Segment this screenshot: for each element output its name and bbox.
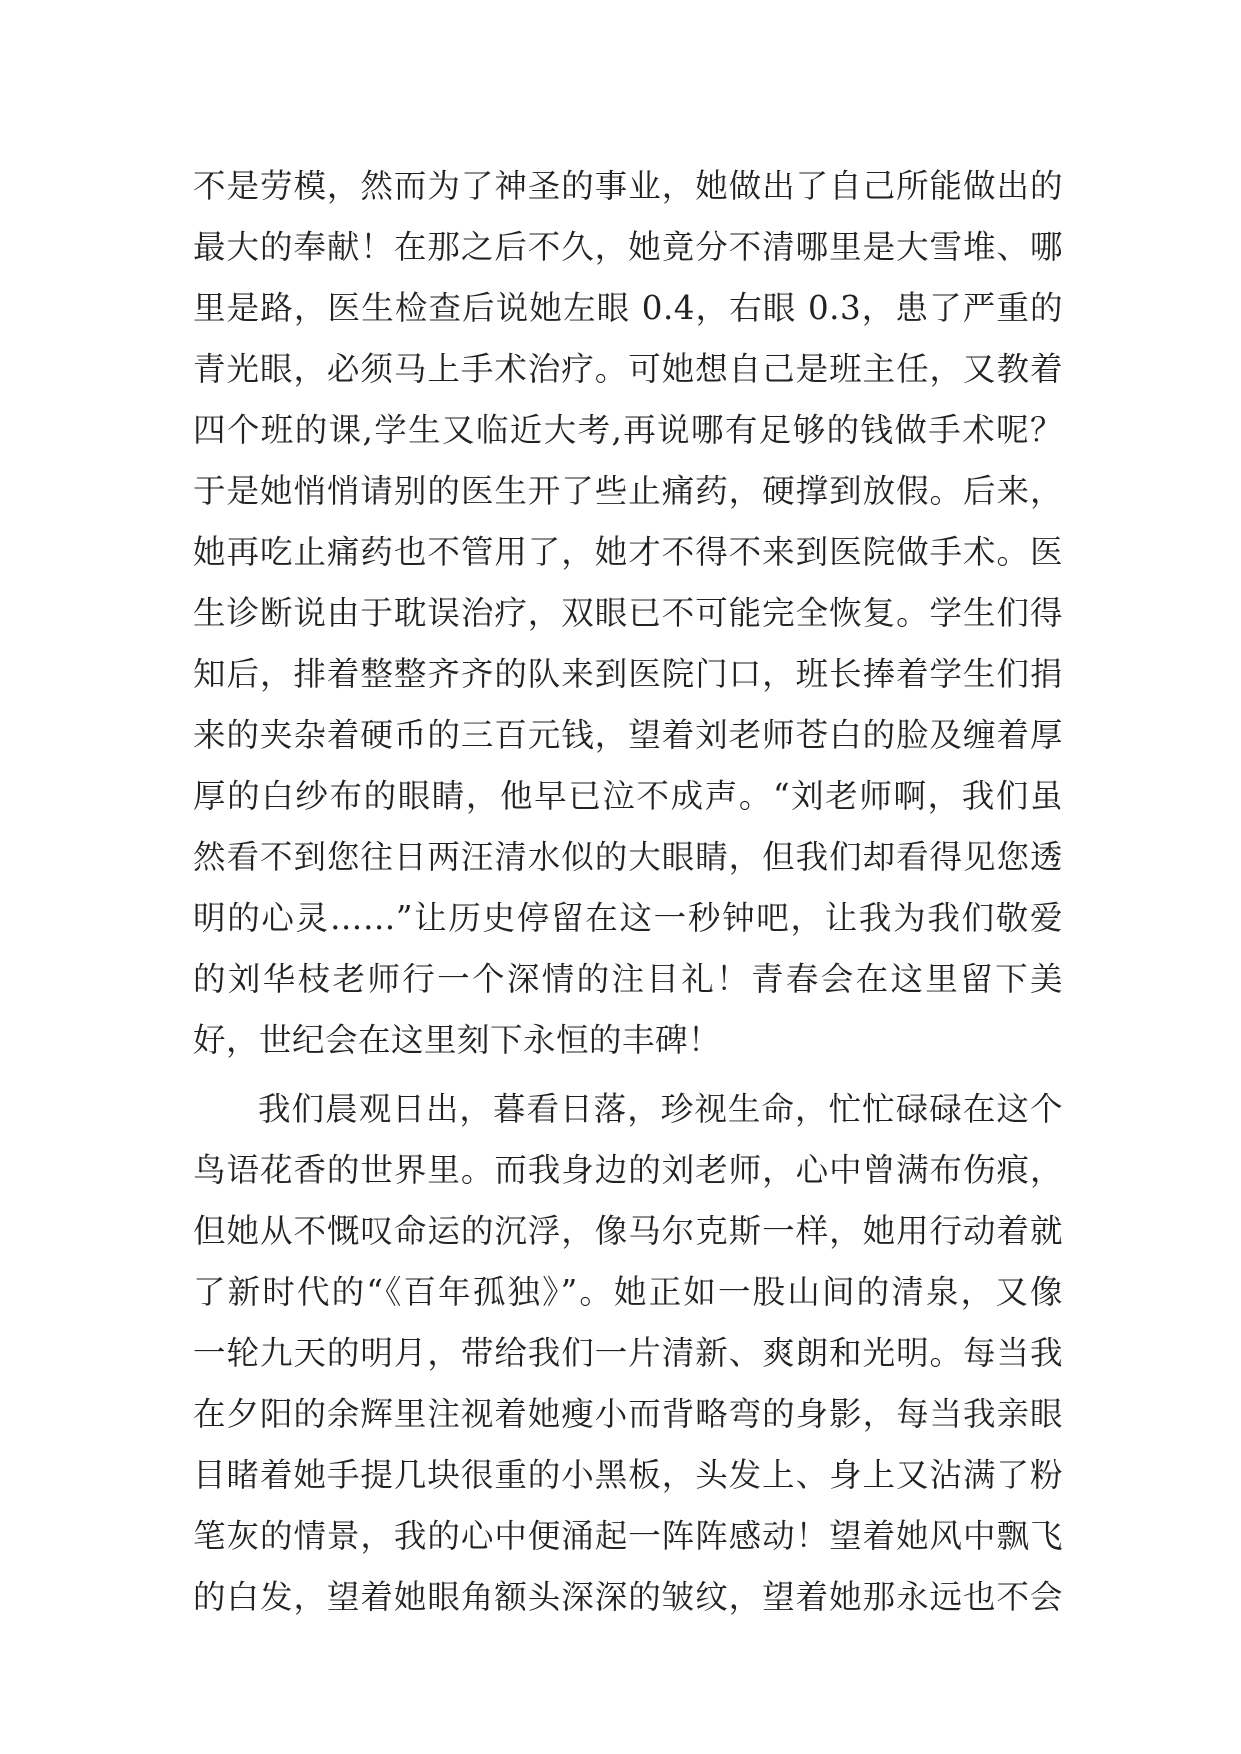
text-line: 里是路，医生检查后说她左眼 0.4，右眼 0.3，患了严重的 [193, 289, 1063, 327]
text-line: 好，世纪会在这里刻下永恒的丰碑！ [193, 1021, 722, 1059]
text-line: 于是她悄悄请别的医生开了些止痛药，硬撑到放假。后来， [193, 472, 1063, 510]
text-line: 青光眼，必须马上手术治疗。可她想自己是班主任，又教着 [193, 350, 1063, 388]
text-line: 我们晨观日出，暮看日落，珍视生命，忙忙碌碌在这个 [258, 1090, 1063, 1128]
text-line: 不是劳模，然而为了神圣的事业，她做出了自己所能做出的 [193, 167, 1063, 205]
text-line: 她再吃止痛药也不管用了，她才不得不来到医院做手术。医 [193, 533, 1063, 571]
text-line: 的白发，望着她眼角额头深深的皱纹，望着她那永远也不会 [193, 1578, 1063, 1616]
text-line: 的刘华枝老师行一个深情的注目礼！青春会在这里留下美 [193, 960, 1063, 998]
paragraph-gap [193, 1071, 1063, 1079]
text-line: 来的夹杂着硬币的三百元钱，望着刘老师苍白的脸及缠着厚 [193, 716, 1063, 754]
text-line: 知后，排着整整齐齐的队来到医院门口，班长捧着学生们捐 [193, 655, 1063, 693]
text-line: 生诊断说由于耽误治疗，双眼已不可能完全恢复。学生们得 [193, 594, 1063, 632]
text-line: 一轮九天的明月，带给我们一片清新、爽朗和光明。每当我 [193, 1334, 1063, 1372]
document-body [193, 156, 1063, 1628]
text-line: 鸟语花香的世界里。而我身边的刘老师，心中曾满布伤痕， [193, 1151, 1063, 1189]
text-line: 但她从不慨叹命运的沉浮，像马尔克斯一样，她用行动着就 [193, 1212, 1063, 1250]
text-line: 笔灰的情景，我的心中便涌起一阵阵感动！望着她风中飘飞 [193, 1517, 1063, 1555]
text-line: 在夕阳的余辉里注视着她瘦小而背略弯的身影，每当我亲眼 [193, 1395, 1063, 1433]
text-line: 四个班的课,学生又临近大考,再说哪有足够的钱做手术呢？ [193, 411, 1063, 449]
paragraph-2 [193, 1079, 1063, 1628]
text-line: 然看不到您往日两汪清水似的大眼睛，但我们却看得见您透 [193, 838, 1063, 876]
text-line: 明的心灵……”让历史停留在这一秒钟吧，让我为我们敬爱 [193, 899, 1063, 937]
paragraph-1 [193, 156, 1063, 1071]
text-line: 最大的奉献！在那之后不久，她竟分不清哪里是大雪堆、哪 [193, 228, 1063, 266]
text-line: 厚的白纱布的眼睛，他早已泣不成声。“刘老师啊，我们虽 [193, 777, 1063, 815]
text-line: 目睹着她手提几块很重的小黑板，头发上、身上又沾满了粉 [193, 1456, 1063, 1494]
text-line: 了新时代的“《百年孤独》”。她正如一股山间的清泉，又像 [193, 1273, 1063, 1311]
